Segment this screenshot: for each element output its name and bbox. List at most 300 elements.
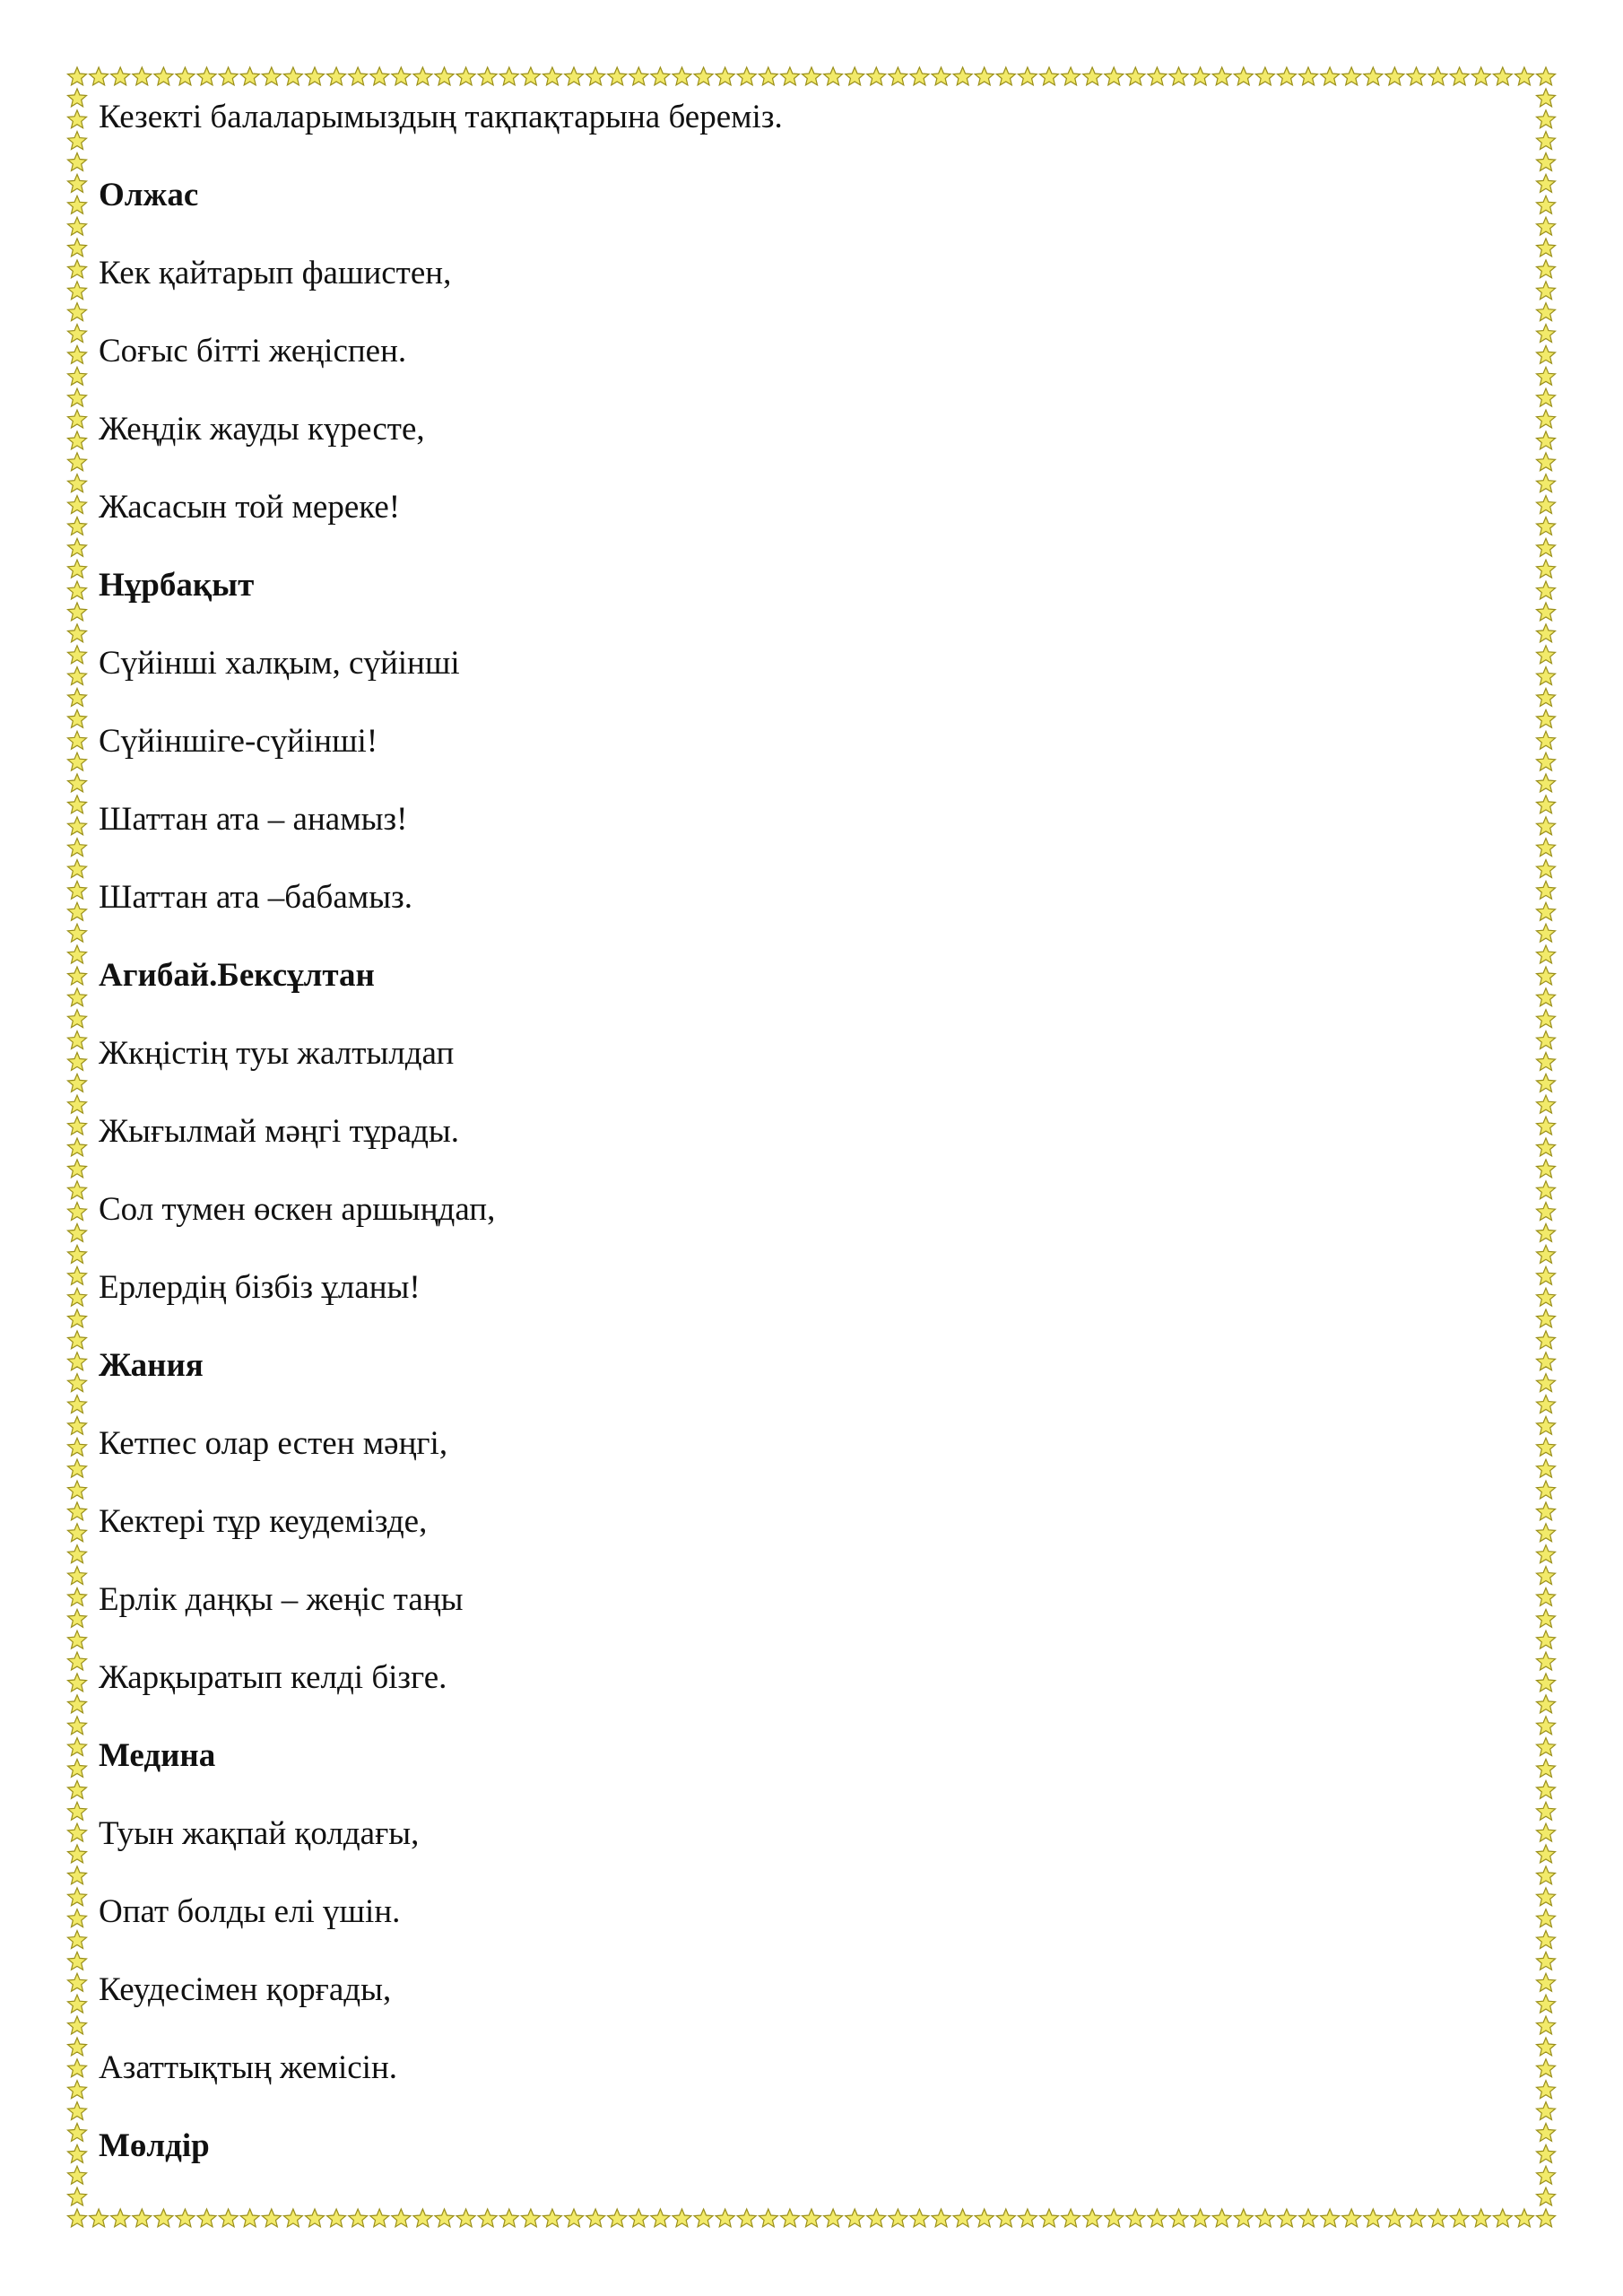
star-icon xyxy=(1537,1973,1556,1991)
star-icon xyxy=(68,1567,87,1585)
star-icon xyxy=(975,67,994,85)
star-icon xyxy=(521,2209,540,2227)
star-icon xyxy=(1537,839,1556,857)
star-icon xyxy=(68,496,87,514)
star-icon xyxy=(1537,67,1556,85)
star-icon xyxy=(349,2209,368,2227)
star-icon xyxy=(219,2209,238,2227)
intro-text: Кезекті балаларымыздың тақпақтарына береміз. xyxy=(99,99,783,135)
star-icon xyxy=(68,1010,87,1028)
star-icon xyxy=(1537,431,1556,449)
star-icon xyxy=(889,67,907,85)
star-icon xyxy=(1537,1053,1556,1071)
star-icon xyxy=(68,967,87,985)
star-icon xyxy=(68,2124,87,2142)
star-icon xyxy=(1537,1416,1556,1434)
star-icon xyxy=(133,67,152,85)
star-icon xyxy=(1537,774,1556,792)
star-icon xyxy=(803,2209,821,2227)
star-icon xyxy=(1537,174,1556,192)
star-icon xyxy=(1255,2209,1274,2227)
star-icon xyxy=(759,2209,777,2227)
star-icon xyxy=(68,1823,87,1841)
star-icon xyxy=(1537,560,1556,578)
star-icon xyxy=(781,67,800,85)
star-icon xyxy=(68,1031,87,1049)
poem-line: Кек қайтарып фашистен, xyxy=(99,255,452,291)
star-icon xyxy=(1537,603,1556,621)
star-icon xyxy=(1537,474,1556,492)
star-icon xyxy=(1018,67,1037,85)
star-icon xyxy=(1234,2209,1253,2227)
star-icon xyxy=(68,988,87,1006)
star-icon xyxy=(283,67,302,85)
star-icon xyxy=(68,817,87,835)
star-icon xyxy=(68,1931,87,1949)
star-icon xyxy=(68,603,87,621)
star-icon xyxy=(68,1995,87,2013)
star-icon xyxy=(824,67,843,85)
star-icon xyxy=(1169,67,1188,85)
poem-line: Туын жақпай қолдағы, xyxy=(99,1815,420,1852)
star-icon xyxy=(176,67,195,85)
star-icon xyxy=(996,2209,1015,2227)
star-icon xyxy=(1537,217,1556,235)
star-icon xyxy=(1342,2209,1361,2227)
star-icon xyxy=(543,67,562,85)
star-icon xyxy=(1083,2209,1102,2227)
star-icon xyxy=(68,1738,87,1756)
star-icon xyxy=(68,667,87,685)
star-icon xyxy=(154,2209,173,2227)
star-icon xyxy=(1537,1203,1556,1221)
star-icon xyxy=(197,67,216,85)
star-icon xyxy=(68,1160,87,1178)
star-icon xyxy=(68,345,87,363)
star-icon xyxy=(716,2209,734,2227)
star-icon xyxy=(953,67,972,85)
star-icon xyxy=(1537,1396,1556,1413)
star-icon xyxy=(1212,67,1231,85)
star-icon xyxy=(1364,67,1383,85)
star-icon xyxy=(68,689,87,707)
star-icon xyxy=(68,581,87,599)
star-icon xyxy=(1537,1780,1556,1798)
star-icon xyxy=(1537,132,1556,150)
star-icon xyxy=(1169,2209,1188,2227)
star-icon xyxy=(68,774,87,792)
star-icon xyxy=(1278,2209,1297,2227)
star-icon xyxy=(1537,1588,1556,1606)
star-icon xyxy=(1321,2209,1340,2227)
star-icon xyxy=(1537,1181,1556,1199)
star-icon xyxy=(68,2038,87,2056)
star-icon xyxy=(68,1245,87,1263)
star-icon xyxy=(68,1588,87,1606)
star-icon xyxy=(651,2209,670,2227)
star-icon xyxy=(68,1502,87,1520)
star-icon xyxy=(1537,1717,1556,1735)
star-icon xyxy=(1471,67,1490,85)
star-icon xyxy=(68,282,87,300)
star-icon xyxy=(1537,1674,1556,1692)
star-icon xyxy=(1537,1266,1556,1284)
star-icon xyxy=(1040,2209,1059,2227)
star-icon xyxy=(1537,2187,1556,2205)
poem-line: Жарқыратып келді бізге. xyxy=(99,1659,447,1696)
star-icon xyxy=(68,902,87,920)
star-icon xyxy=(68,796,87,813)
star-icon xyxy=(586,2209,605,2227)
star-icon xyxy=(629,67,648,85)
star-icon xyxy=(1407,2209,1426,2227)
star-icon xyxy=(1385,67,1404,85)
star-icon xyxy=(111,2209,130,2227)
star-icon xyxy=(197,2209,216,2227)
star-icon xyxy=(262,2209,281,2227)
star-icon xyxy=(68,67,87,85)
star-icon xyxy=(1537,303,1556,321)
star-icon xyxy=(456,2209,475,2227)
star-icon xyxy=(68,1074,87,1091)
star-icon xyxy=(68,388,87,406)
star-icon xyxy=(68,1973,87,1991)
star-icon xyxy=(1537,1952,1556,1970)
star-icon xyxy=(68,2187,87,2205)
star-icon xyxy=(68,752,87,770)
star-icon xyxy=(1537,1352,1556,1370)
star-icon xyxy=(1537,796,1556,813)
star-icon xyxy=(68,325,87,343)
star-icon xyxy=(68,431,87,449)
star-icon xyxy=(435,2209,454,2227)
star-icon xyxy=(68,1609,87,1627)
star-icon xyxy=(1537,538,1556,556)
poem-line: Сол тумен өскен аршыңдап, xyxy=(99,1191,496,1228)
star-icon xyxy=(154,67,173,85)
star-icon xyxy=(1537,1074,1556,1091)
star-icon xyxy=(1537,1609,1556,1627)
star-icon xyxy=(68,2102,87,2120)
star-icon xyxy=(910,2209,929,2227)
star-icon xyxy=(1537,345,1556,363)
star-icon xyxy=(673,67,691,85)
star-icon xyxy=(1537,388,1556,406)
star-icon xyxy=(219,67,238,85)
star-icon xyxy=(68,1266,87,1284)
poem-line: Шаттан ата – анамыз! xyxy=(99,801,408,838)
star-icon xyxy=(306,67,325,85)
star-icon xyxy=(608,2209,627,2227)
poem-line: Соғыс бітті жеңіспен. xyxy=(99,333,407,370)
star-icon xyxy=(1537,1931,1556,1949)
star-icon xyxy=(1537,517,1556,535)
star-icon xyxy=(975,2209,994,2227)
star-icon xyxy=(68,560,87,578)
star-icon xyxy=(1321,67,1340,85)
star-icon xyxy=(68,624,87,642)
star-icon xyxy=(846,67,864,85)
star-icon xyxy=(68,1438,87,1456)
star-icon xyxy=(651,67,670,85)
speaker-name: Медина xyxy=(99,1737,216,1774)
speaker-name: Олжас xyxy=(99,177,199,213)
star-icon xyxy=(327,67,346,85)
star-icon xyxy=(68,1053,87,1071)
star-icon xyxy=(1407,67,1426,85)
star-icon xyxy=(1537,1502,1556,1520)
poem-line: Жеңдік жауды күресте, xyxy=(99,411,425,448)
star-icon xyxy=(283,2209,302,2227)
star-icon xyxy=(1105,2209,1124,2227)
poem-line: Шаттан ата –бабамыз. xyxy=(99,879,412,916)
star-icon xyxy=(68,2081,87,2099)
star-icon xyxy=(68,860,87,878)
star-icon xyxy=(435,67,454,85)
star-icon xyxy=(68,410,87,428)
star-icon xyxy=(1537,1117,1556,1135)
star-icon xyxy=(68,2166,87,2184)
star-icon xyxy=(68,474,87,492)
star-icon xyxy=(1537,1031,1556,1049)
star-icon xyxy=(68,1459,87,1477)
star-icon xyxy=(68,217,87,235)
star-icon xyxy=(932,67,950,85)
star-icon xyxy=(1537,367,1556,385)
star-icon xyxy=(889,2209,907,2227)
star-icon xyxy=(1537,1245,1556,1263)
star-icon xyxy=(68,1224,87,1242)
star-icon xyxy=(586,67,605,85)
star-icon xyxy=(499,2209,518,2227)
star-icon xyxy=(68,1095,87,1113)
star-icon xyxy=(306,2209,325,2227)
star-icon xyxy=(68,1802,87,1820)
star-icon xyxy=(1537,1909,1556,1927)
star-icon xyxy=(68,453,87,471)
speaker-name: Мөлдір xyxy=(99,2127,210,2164)
star-icon xyxy=(1450,2209,1469,2227)
star-icon xyxy=(867,67,886,85)
star-icon xyxy=(1105,67,1124,85)
star-icon xyxy=(1537,1309,1556,1327)
star-icon xyxy=(68,1416,87,1434)
star-icon xyxy=(521,67,540,85)
star-icon xyxy=(781,2209,800,2227)
star-icon xyxy=(68,1331,87,1349)
star-icon xyxy=(1537,2102,1556,2120)
star-icon xyxy=(68,924,87,942)
star-icon xyxy=(68,132,87,150)
star-icon xyxy=(1537,153,1556,171)
star-icon xyxy=(953,2209,972,2227)
star-icon xyxy=(1537,1438,1556,1456)
star-icon xyxy=(68,1909,87,1927)
star-icon xyxy=(1537,453,1556,471)
star-icon xyxy=(68,731,87,749)
star-icon xyxy=(824,2209,843,2227)
poem-line: Жкңістің туы жалтылдап xyxy=(99,1035,455,1072)
star-icon xyxy=(1191,67,1210,85)
star-icon xyxy=(68,1545,87,1563)
star-icon xyxy=(68,1695,87,1713)
star-icon xyxy=(1537,1866,1556,1884)
star-icon xyxy=(1537,410,1556,428)
star-icon xyxy=(68,239,87,257)
star-icon xyxy=(1299,2209,1318,2227)
star-icon xyxy=(1385,2209,1404,2227)
star-icon xyxy=(1537,1374,1556,1392)
star-icon xyxy=(68,153,87,171)
star-icon xyxy=(392,67,411,85)
star-icon xyxy=(1537,2166,1556,2184)
star-icon xyxy=(68,89,87,107)
star-icon xyxy=(1537,881,1556,899)
star-icon xyxy=(1040,67,1059,85)
star-icon xyxy=(1083,67,1102,85)
star-icon xyxy=(1537,945,1556,963)
star-icon xyxy=(68,1524,87,1542)
star-icon xyxy=(803,67,821,85)
star-icon xyxy=(1537,2059,1556,2077)
star-icon xyxy=(68,2209,87,2227)
star-icon xyxy=(1126,67,1145,85)
star-icon xyxy=(1428,2209,1447,2227)
star-icon xyxy=(240,67,259,85)
star-icon xyxy=(68,1203,87,1221)
star-icon xyxy=(68,1866,87,1884)
star-icon xyxy=(1515,2209,1534,2227)
star-icon xyxy=(608,67,627,85)
poem-line: Ерлердің бізбіз ұланы! xyxy=(99,1269,421,1306)
star-icon xyxy=(68,1845,87,1863)
poem-line: Кектері тұр кеудемізде, xyxy=(99,1503,428,1540)
star-icon xyxy=(478,67,497,85)
star-icon xyxy=(478,2209,497,2227)
star-icon xyxy=(543,2209,562,2227)
star-icon xyxy=(68,1780,87,1798)
star-icon xyxy=(68,1481,87,1499)
star-icon xyxy=(1537,860,1556,878)
star-icon xyxy=(716,67,734,85)
star-icon xyxy=(1537,2081,1556,2099)
star-icon xyxy=(1493,67,1512,85)
star-icon xyxy=(1537,709,1556,727)
star-icon xyxy=(1537,1695,1556,1713)
star-icon xyxy=(1537,196,1556,213)
star-icon xyxy=(68,517,87,535)
poem-line: Ерлік даңқы – жеңіс таңы xyxy=(99,1581,464,1618)
star-icon xyxy=(737,67,756,85)
star-icon xyxy=(68,1952,87,1970)
star-icon xyxy=(68,367,87,385)
star-icon xyxy=(1537,1845,1556,1863)
poem-line: Сүйіншіге-сүйінші! xyxy=(99,723,378,760)
star-icon xyxy=(1364,2209,1383,2227)
star-icon xyxy=(565,67,584,85)
star-icon xyxy=(1428,67,1447,85)
star-icon xyxy=(1537,1095,1556,1113)
poem-line: Опат болды елі үшін. xyxy=(99,1893,401,1930)
star-icon xyxy=(1537,2016,1556,2034)
star-icon xyxy=(68,839,87,857)
star-icon xyxy=(1062,67,1081,85)
star-icon xyxy=(1191,2209,1210,2227)
star-icon xyxy=(1450,67,1469,85)
star-icon xyxy=(68,1117,87,1135)
star-icon xyxy=(68,2144,87,2162)
star-icon xyxy=(370,67,389,85)
star-icon xyxy=(673,2209,691,2227)
speaker-name: Агибай.Бексұлтан xyxy=(99,957,375,994)
star-icon xyxy=(1537,1331,1556,1349)
star-icon xyxy=(1537,239,1556,257)
star-icon xyxy=(1537,89,1556,107)
star-icon xyxy=(1537,1802,1556,1820)
star-icon xyxy=(932,2209,950,2227)
star-icon xyxy=(413,67,432,85)
star-icon xyxy=(846,2209,864,2227)
star-icon xyxy=(68,709,87,727)
star-icon xyxy=(499,67,518,85)
star-icon xyxy=(1062,2209,1081,2227)
star-icon xyxy=(1537,731,1556,749)
star-icon xyxy=(1537,325,1556,343)
star-icon xyxy=(1493,2209,1512,2227)
star-icon xyxy=(1537,2144,1556,2162)
star-icon xyxy=(1537,1010,1556,1028)
poem-line: Азаттықтың жемісін. xyxy=(99,2049,397,2086)
star-icon xyxy=(68,1181,87,1199)
star-icon xyxy=(1278,67,1297,85)
star-icon xyxy=(68,1717,87,1735)
star-icon xyxy=(90,67,108,85)
star-icon xyxy=(1537,752,1556,770)
star-icon xyxy=(68,646,87,664)
star-icon xyxy=(1537,1888,1556,1906)
star-icon xyxy=(68,260,87,278)
star-icon xyxy=(910,67,929,85)
star-icon xyxy=(370,2209,389,2227)
star-icon xyxy=(759,67,777,85)
star-icon xyxy=(1537,1567,1556,1585)
star-icon xyxy=(1537,817,1556,835)
star-icon xyxy=(68,2016,87,2034)
star-icon xyxy=(1537,967,1556,985)
star-icon xyxy=(240,2209,259,2227)
star-icon xyxy=(1537,988,1556,1006)
speaker-name: Жания xyxy=(99,1347,204,1384)
star-icon xyxy=(68,881,87,899)
star-icon xyxy=(68,1760,87,1778)
star-icon xyxy=(349,67,368,85)
star-icon xyxy=(1537,260,1556,278)
star-icon xyxy=(1537,1631,1556,1648)
star-icon xyxy=(68,1888,87,1906)
star-icon xyxy=(68,1396,87,1413)
star-icon xyxy=(68,1652,87,1670)
star-icon xyxy=(1148,67,1167,85)
star-icon xyxy=(68,1374,87,1392)
star-icon xyxy=(867,2209,886,2227)
star-icon xyxy=(1537,924,1556,942)
star-icon xyxy=(68,2059,87,2077)
star-icon xyxy=(1537,1224,1556,1242)
star-icon xyxy=(262,67,281,85)
star-icon xyxy=(1537,624,1556,642)
star-icon xyxy=(1537,1995,1556,2013)
star-icon xyxy=(68,1288,87,1306)
